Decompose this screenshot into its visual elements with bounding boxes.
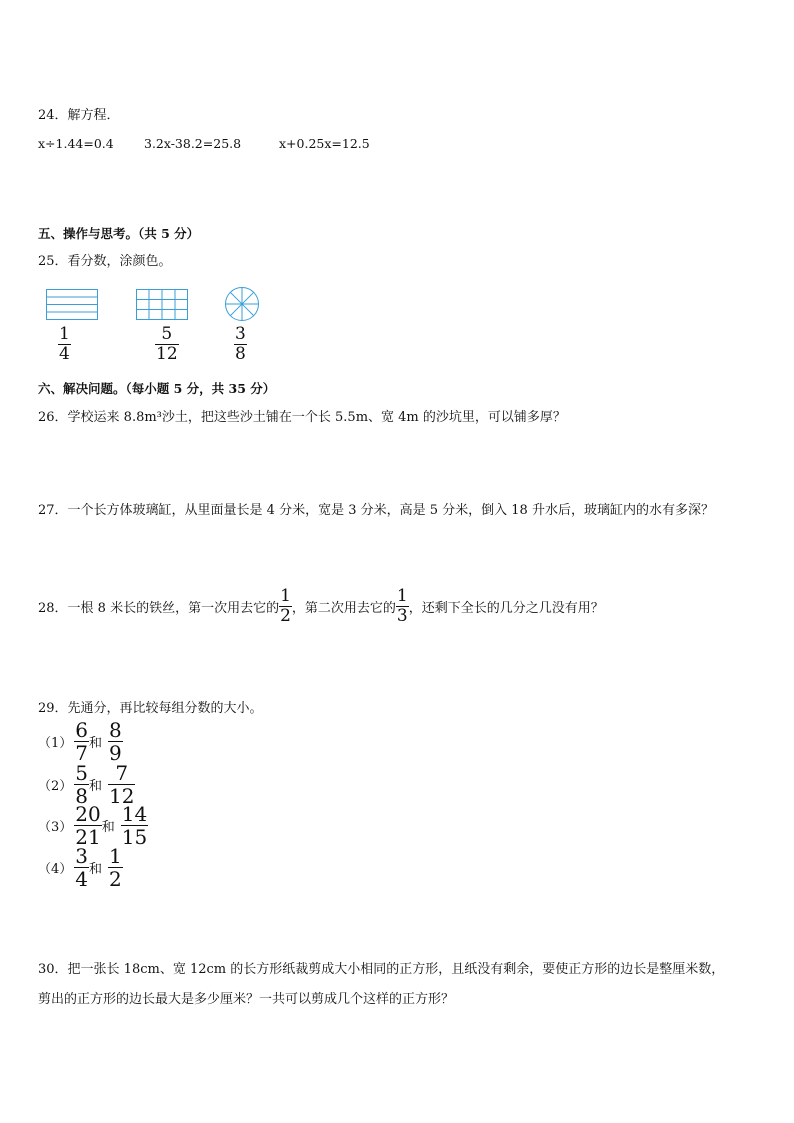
denominator: 2 — [109, 867, 122, 891]
numerator: 1 — [59, 324, 70, 344]
item-label: （2） — [38, 779, 73, 794]
numerator: 1 — [109, 844, 122, 868]
fraction-a — [74, 846, 89, 889]
question-26: 26．学校运来 8.8m³沙土，把这些沙土铺在一个长 5.5m、宽 4m 的沙坑里，可以铺多厚？ — [38, 410, 566, 425]
comparison-item-1 — [38, 720, 123, 763]
denominator: 4 — [59, 344, 70, 364]
section-5-title: 五、操作与思考。（共 5 分） — [38, 226, 200, 241]
item-label: （3） — [38, 820, 73, 835]
question-28-part3: ，还剩下全长的几分之几没有用？ — [408, 601, 604, 616]
denominator: 15 — [121, 825, 148, 849]
denominator: 12 — [156, 344, 178, 364]
numerator: 5 — [75, 761, 89, 785]
connector-text: 和 — [89, 862, 103, 877]
numerator: 6 — [75, 718, 89, 742]
denominator: 12 — [109, 784, 135, 808]
item-label: （4） — [38, 862, 73, 877]
fraction-three-eighths — [234, 326, 247, 363]
question-24-title: 24．解方程． — [38, 108, 120, 123]
circle-eighths-shape — [224, 286, 260, 322]
fraction-b — [108, 763, 135, 806]
item-label: （1） — [38, 736, 73, 751]
comparison-item-2 — [38, 763, 135, 806]
numerator: 8 — [109, 718, 122, 742]
numerator: 14 — [121, 802, 148, 826]
numerator: 3 — [75, 844, 89, 868]
connector-text: 和 — [89, 779, 103, 794]
numerator: 1 — [280, 586, 291, 606]
fraction-a — [74, 720, 89, 763]
rectangle-twelfths-shape — [136, 289, 188, 320]
denominator: 7 — [75, 741, 89, 765]
denominator: 3 — [396, 606, 408, 626]
connector-text: 和 — [89, 736, 103, 751]
denominator: 8 — [75, 784, 89, 808]
fraction-one-third — [396, 588, 409, 625]
denominator: 8 — [235, 344, 246, 364]
fraction-b — [108, 846, 123, 889]
comparison-item-3 — [38, 804, 148, 847]
numerator: 3 — [235, 324, 246, 344]
equation-3: x+0.25x=12.5 — [279, 136, 370, 151]
question-25-title: 25．看分数，涂颜色。 — [38, 254, 172, 269]
question-30-line-1: 30．把一张长 18cm、宽 12cm 的长方形纸裁剪成大小相同的正方形，且纸没有剩余，要使正方形的边长是整厘米数， — [38, 962, 725, 977]
numerator: 1 — [396, 586, 408, 606]
fraction-b — [121, 804, 148, 847]
fraction-one-quarter — [58, 326, 71, 363]
equation-1: x÷1.44=0.4 — [38, 136, 114, 151]
section-6-title: 六、解决问题。（每小题 5 分，共 35 分） — [38, 381, 276, 396]
denominator: 9 — [109, 741, 122, 765]
numerator: 20 — [75, 802, 101, 826]
equation-2: 3.2x-38.2=25.8 — [144, 136, 242, 151]
connector-text: 和 — [101, 820, 115, 835]
question-28-part1: 28．一根 8 米长的铁丝，第一次用去它的 — [38, 601, 280, 616]
denominator: 4 — [75, 867, 89, 891]
fraction-one-half — [279, 588, 292, 625]
numerator: 7 — [115, 761, 129, 785]
question-27: 27．一个长方体玻璃缸，从里面量长是 4 分米，宽是 3 分米，高是 5 分米，倒入 18 升水后，玻璃缸内的水有多深？ — [38, 503, 714, 518]
question-28-part2: ，第二次用去它的 — [291, 601, 396, 616]
numerator: 5 — [161, 324, 173, 344]
fraction-b — [108, 720, 123, 763]
fraction-five-twelfths — [155, 326, 179, 363]
question-29-title: 29．先通分，再比较每组分数的大小。 — [38, 701, 263, 716]
fraction-a — [74, 763, 89, 806]
fraction-a — [74, 804, 101, 847]
question-30-line-2: 剪出的正方形的边长最大是多少厘米？一共可以剪成几个这样的正方形？ — [38, 992, 455, 1007]
denominator: 2 — [280, 606, 291, 626]
rectangle-quarters-shape — [46, 289, 98, 320]
question-28 — [38, 588, 604, 625]
comparison-item-4 — [38, 846, 123, 889]
denominator: 21 — [75, 825, 101, 849]
